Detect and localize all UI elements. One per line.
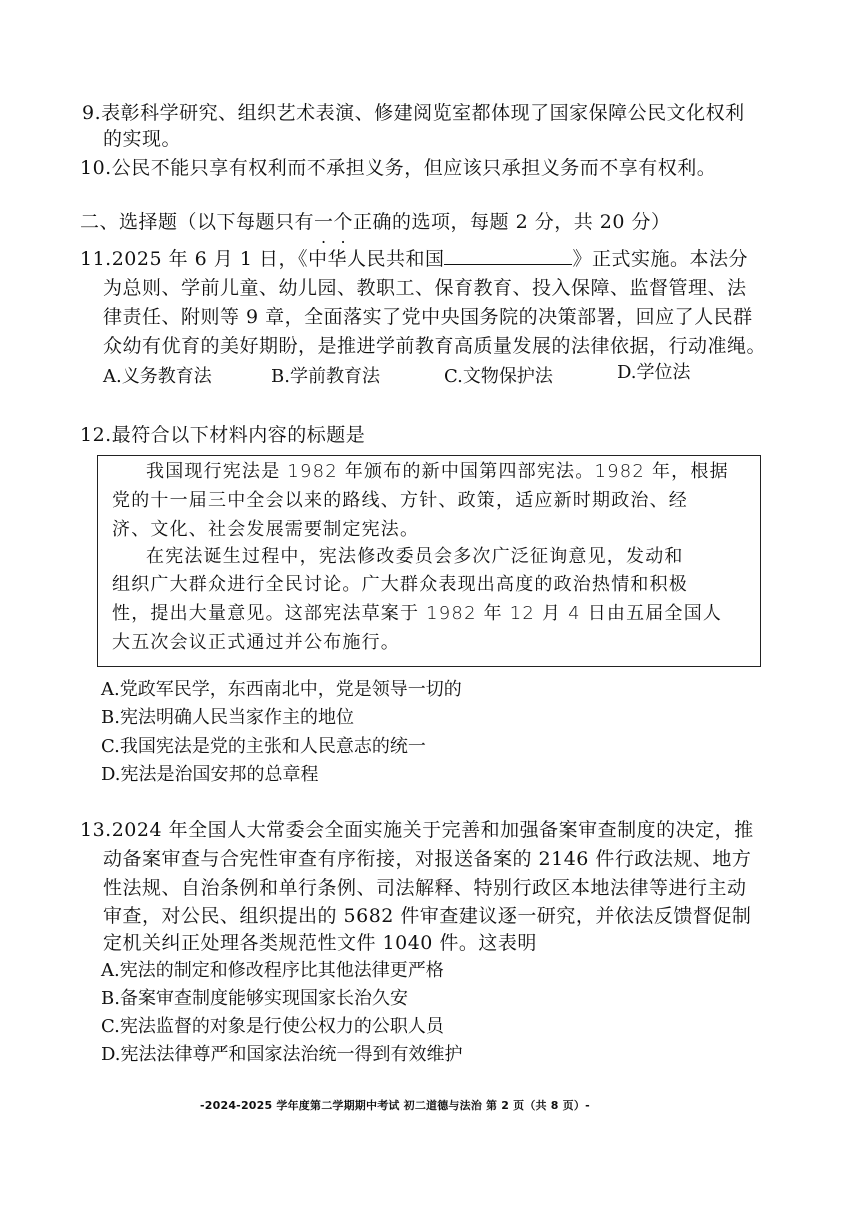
section-heading-post: 正确的选项，每题 2 分，共 20 分）	[353, 211, 671, 233]
material-line-1: 我国现行宪法是 1982 年颁布的新中国第四部宪法。1982 年，根据	[146, 461, 729, 482]
q11-line-1	[80, 246, 748, 272]
material-line-6: 性，提出大量意见。这部宪法草案于 1982 年 12 月 4 日由五届全国人	[112, 603, 723, 624]
q13-line-4: 审查，对公民、组织提出的 5682 件审查建议逐一研究，并依法反馈督促制	[103, 905, 752, 927]
q12-option-c: C.我国宪法是党的主张和人民意志的统一	[101, 736, 426, 757]
q13-option-d: D.宪法法律尊严和国家法治统一得到有效维护	[101, 1044, 463, 1065]
q12-material-box	[97, 455, 761, 667]
q11-stem-pre: 11.2025 年 6 月 1 日，《中华人民共和国	[80, 248, 445, 270]
q11-blank	[444, 246, 572, 265]
q13-line-1: 13.2024 年全国人大常委会全面实施关于完善和加强备案审查制度的决定，推	[80, 819, 754, 841]
material-line-5: 组织广大群众进行全民讨论。广大群众表现出高度的政治热情和积极	[112, 574, 688, 595]
q12-option-d: D.宪法是治国安邦的总章程	[101, 764, 319, 785]
q12-option-b: B.宪法明确人民当家作主的地位	[101, 707, 354, 728]
q13-option-a: A.宪法的制定和修改程序比其他法律更严格	[101, 960, 444, 981]
q13-option-b: B.备案审查制度能够实现国家长治久安	[101, 988, 408, 1009]
q9-line-2: 的实现。	[103, 128, 182, 150]
q11-option-d: D.学位法	[617, 362, 691, 383]
section-heading-emphasis-1: 一	[314, 211, 334, 233]
q11-option-c: C.文物保护法	[444, 366, 553, 387]
material-line-3: 济、文化、社会发展需要制定宪法。	[112, 519, 420, 540]
q11-option-b: B.学前教育法	[271, 366, 380, 387]
q13-option-c: C.宪法监督的对象是行使公权力的公职人员	[101, 1016, 444, 1037]
q11-line-3: 律责任、附则等 9 章，全面落实了党中央国务院的决策部署，回应了人民群	[103, 306, 753, 328]
page-footer: -2024-2025 学年度第二学期期中考试 初二道德与法治 第 2 页（共 8 页）-	[200, 1099, 590, 1112]
q12-option-a: A.党政军民学，东西南北中，党是领导一切的	[101, 679, 462, 700]
q11-stem-post: 》正式实施。本法分	[572, 248, 748, 270]
material-line-2: 党的十一届三中全会以来的路线、方针、政策，适应新时期政治、经	[112, 490, 688, 511]
section-2-heading	[80, 209, 670, 235]
q13-line-3: 性法规、自治条例和单行条例、司法解释、特别行政区本地法律等进行主动	[103, 877, 747, 899]
section-heading-pre: 二、选择题（以下每题只有	[80, 211, 315, 233]
q11-line-2: 为总则、学前儿童、幼儿园、教职工、保育教育、投入保障、监督管理、法	[103, 277, 747, 299]
q9-line-1: 9.表彰科学研究、组织艺术表演、修建阅览室都体现了国家保障公民文化权利	[82, 102, 745, 124]
q10-line-1: 10.公民不能只享有权利而不承担义务，但应该只承担义务而不享有权利。	[80, 157, 717, 179]
section-heading-emphasis-2: 个	[333, 211, 354, 233]
material-line-7: 大五次会议正式通过并公布施行。	[112, 632, 400, 653]
q12-stem: 12.最符合以下材料内容的标题是	[80, 424, 366, 446]
q11-line-4: 众幼有优育的美好期盼，是推进学前教育高质量发展的法律依据，行动准绳。	[103, 335, 767, 357]
q11-option-a: A.义务教育法	[103, 366, 212, 387]
q13-line-5: 定机关纠正处理各类规范性文件 1040 件。这表明	[103, 932, 537, 954]
q13-line-2: 动备案审查与合宪性审查有序衔接，对报送备案的 2146 件行政法规、地方	[103, 848, 752, 870]
material-line-4: 在宪法诞生过程中，宪法修改委员会多次广泛征询意见，发动和	[146, 546, 684, 567]
